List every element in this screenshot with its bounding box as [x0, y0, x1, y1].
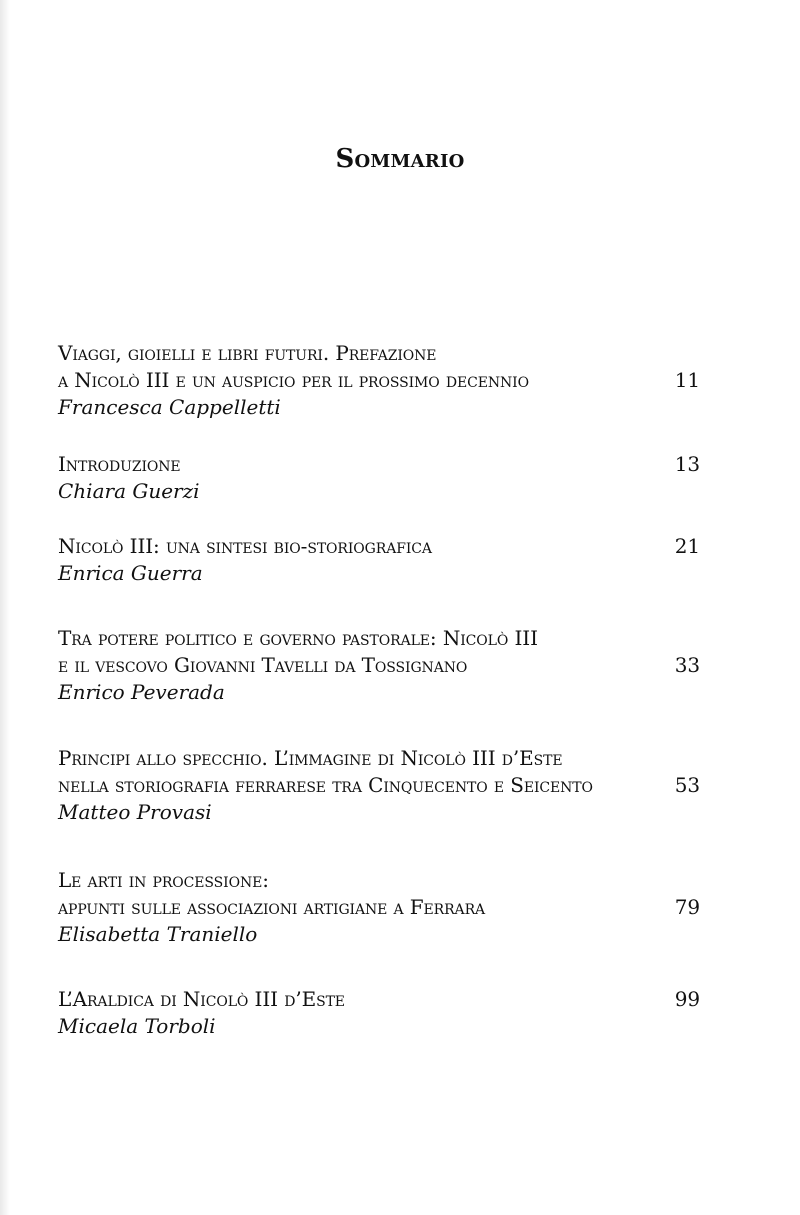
toc-page-number: 53	[674, 773, 700, 797]
toc-entry	[58, 867, 700, 948]
toc-entry-author: Enrico Peverada	[58, 680, 225, 704]
toc-entry-title-line: Le arti in processione:	[58, 868, 269, 892]
toc-entry	[58, 533, 700, 587]
toc-entry-title-line: Tra potere politico e governo pastorale: Nicolò III	[58, 626, 538, 650]
toc-entry-title-line	[58, 451, 700, 478]
toc-entry	[58, 625, 700, 706]
toc-page-number: 21	[674, 534, 700, 558]
toc-page-number: 79	[674, 895, 700, 919]
toc-entry	[58, 745, 700, 826]
toc-entry-author: Matteo Provasi	[58, 800, 212, 824]
page-edge-shadow	[0, 0, 10, 1215]
toc-entry-title-line	[58, 533, 700, 560]
toc-page-number: 11	[674, 368, 700, 392]
toc-entry-title-line	[58, 652, 700, 679]
toc-entry	[58, 451, 700, 505]
toc-entry	[58, 340, 700, 421]
toc-entry-title-text: Nicolò III: una sintesi bio-storiografica	[58, 534, 432, 558]
toc-entry-title-line: Viaggi, gioielli e libri futuri. Prefazione	[58, 341, 437, 365]
toc-page-number: 33	[674, 653, 700, 677]
toc-entry-title-line	[58, 986, 700, 1013]
toc-entry-author: Micaela Torboli	[58, 1014, 216, 1038]
toc-entry-title-line: Principi allo specchio. L’immagine di Nicolò III d’Este	[58, 746, 563, 770]
page-title: Sommario	[335, 144, 465, 174]
toc-entry-title-text: nella storiografia ferrarese tra Cinquecento e Seicento	[58, 773, 593, 797]
toc-entry-title-text: L’Araldica di Nicolò III d’Este	[58, 987, 345, 1011]
toc-entry-author: Elisabetta Traniello	[58, 922, 258, 946]
toc-entry-title-line	[58, 894, 700, 921]
toc-entry-title-line	[58, 367, 700, 394]
toc-entry-title-text: Introduzione	[58, 452, 181, 476]
toc-entry-title-text: appunti sulle associazioni artigiane a Ferrara	[58, 895, 486, 919]
toc-page-number: 99	[674, 987, 700, 1011]
toc-entry	[58, 986, 700, 1040]
toc-entry-title-line	[58, 772, 700, 799]
toc-entry-author: Chiara Guerzi	[58, 479, 200, 503]
toc-entry-title-text: e il vescovo Giovanni Tavelli da Tossignano	[58, 653, 468, 677]
toc-entry-author: Francesca Cappelletti	[58, 395, 281, 419]
toc-page-number: 13	[674, 452, 700, 476]
toc-entry-author: Enrica Guerra	[58, 561, 203, 585]
toc-entry-title-text: a Nicolò III e un auspicio per il prossimo decennio	[58, 368, 529, 392]
